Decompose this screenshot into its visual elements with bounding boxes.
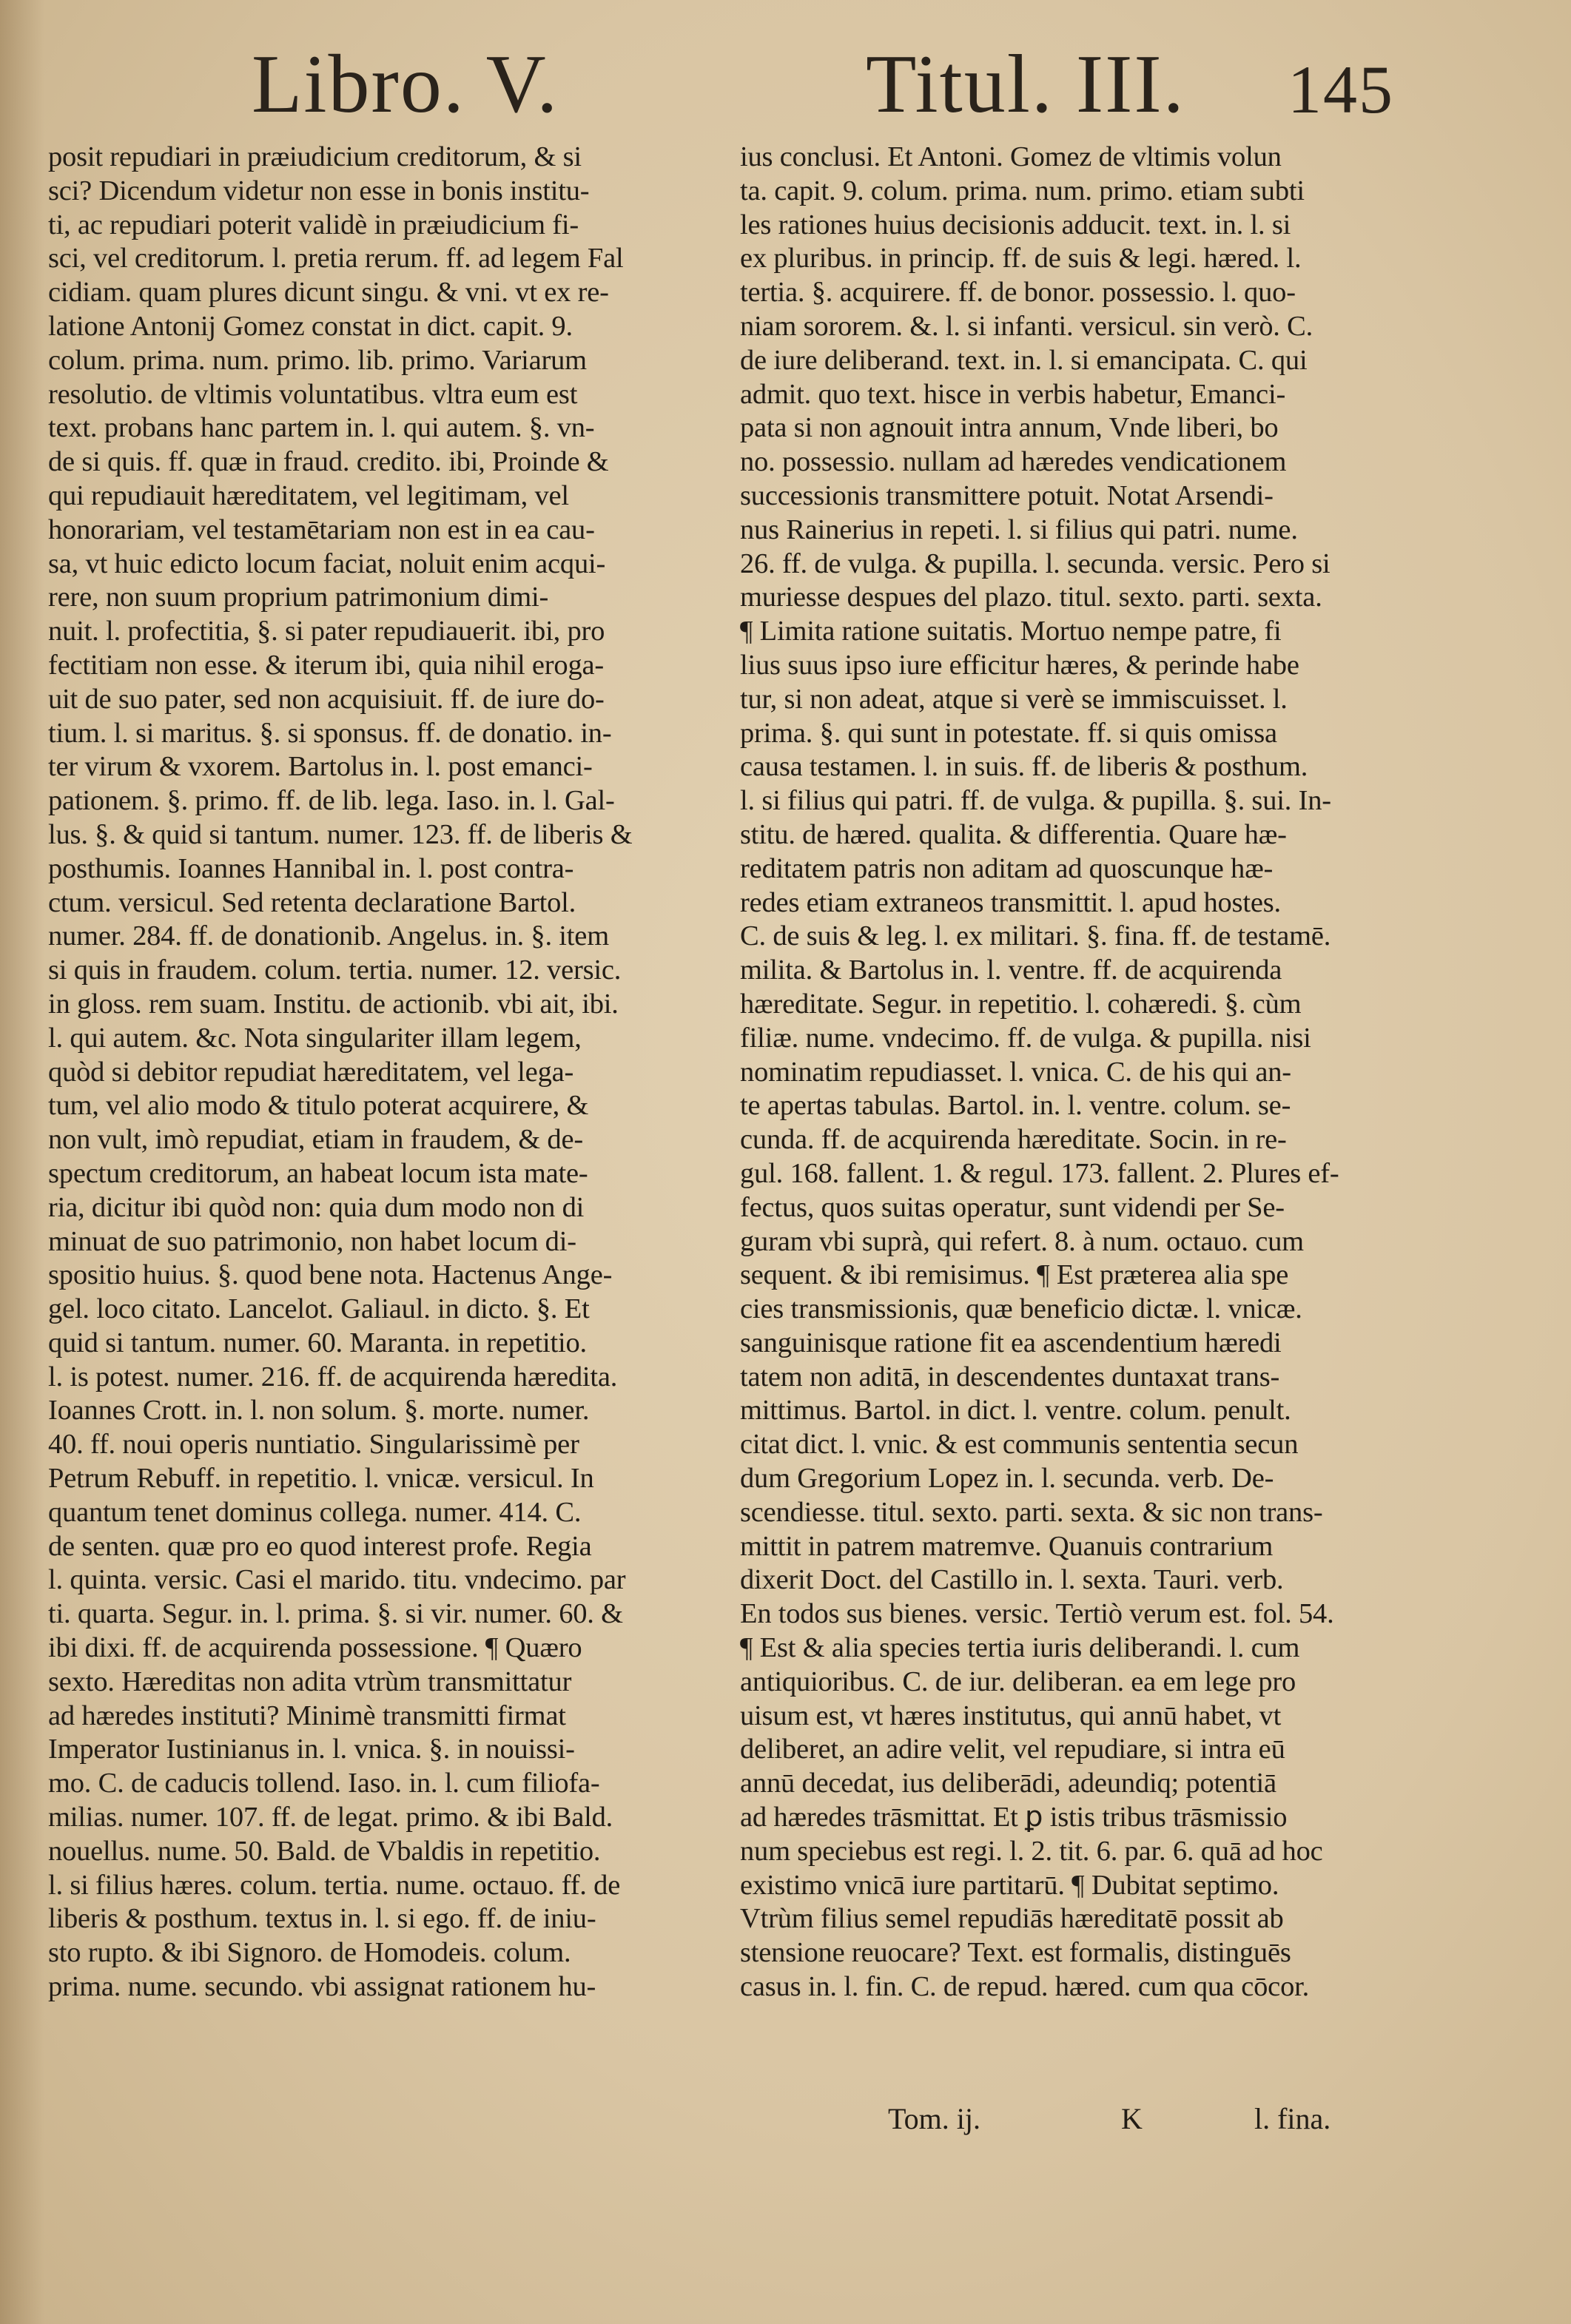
- text-line: cunda. ff. de acquirenda hæreditate. Socin. in re-: [740, 1124, 1287, 1156]
- text-line: minuat de suo patrimonio, non habet locum di-: [48, 1225, 576, 1257]
- text-line: casus in. l. fin. C. de repud. hæred. cum qua cōcor.: [740, 1971, 1310, 2003]
- text-line: tium. l. si maritus. §. si sponsus. ff. de donatio. in-: [48, 717, 612, 749]
- text-line: ad hæredes trāsmittat. Et ꝑ istis tribus trāsmissio: [740, 1802, 1288, 1833]
- text-line: muriesse despues del plazo. titul. sexto. parti. sexta.: [740, 582, 1322, 613]
- text-line: En todos sus bienes. versic. Tertiò verum est. fol. 54.: [740, 1598, 1334, 1630]
- text-line: deliberet, an adire velit, vel repudiare, si intra eū: [740, 1734, 1285, 1765]
- running-head-title: Titul. III.: [866, 38, 1185, 130]
- text-line: ex pluribus. in princip. ff. de suis & legi. hæred. l.: [740, 243, 1302, 274]
- right-text-column: [740, 141, 1421, 2004]
- text-line: non vult, imò repudiat, etiam in fraudem, & de-: [48, 1124, 583, 1156]
- text-line: in gloss. rem suam. Institu. de actionib. vbi ait, ibi.: [48, 988, 619, 1020]
- catchword: l. fina.: [1254, 2102, 1331, 2135]
- text-line: sa, vt huic edicto locum faciat, noluit enim acqui-: [48, 548, 606, 579]
- text-line: cidiam. quam plures dicunt singu. & vni. vt ex re-: [48, 277, 609, 309]
- text-line: de senten. quæ pro eo quod interest profe. Regia: [48, 1530, 592, 1562]
- text-line: pationem. §. primo. ff. de lib. lega. Iaso. in. l. Gal-: [48, 785, 615, 817]
- text-line: mittit in patrem matremve. Quanuis contrarium: [740, 1530, 1274, 1562]
- text-line: l. is potest. numer. 216. ff. de acquirenda hæredita.: [48, 1361, 618, 1392]
- text-line: guram vbi suprà, qui refert. 8. à num. octauo. cum: [740, 1225, 1304, 1257]
- text-line: dixerit Doct. del Castillo in. l. sexta. Tauri. verb.: [740, 1564, 1284, 1596]
- running-head: [252, 37, 1394, 133]
- text-line: ¶ Est & alia species tertia iuris deliberandi. l. cum: [740, 1632, 1300, 1664]
- text-line: ti. quarta. Segur. in. l. prima. §. si vir. numer. 60. &: [48, 1598, 623, 1630]
- text-line: causa testamen. l. in suis. ff. de liberis & posthum.: [740, 751, 1308, 783]
- text-line: antiquioribus. C. de iur. deliberan. ea em lege pro: [740, 1665, 1296, 1697]
- text-line: ctum. versicul. Sed retenta declaratione Bartol.: [48, 886, 576, 918]
- text-line: tum, vel alio modo & titulo poterat acquirere, &: [48, 1090, 589, 1122]
- text-line: de iure deliberand. text. in. l. si emancipata. C. qui: [740, 344, 1308, 376]
- text-line: ria, dicitur ibi quòd non: quia dum modo non di: [48, 1191, 585, 1223]
- text-line: milias. numer. 107. ff. de legat. primo. & ibi Bald.: [48, 1802, 613, 1833]
- signature-mark: K: [1121, 2102, 1143, 2135]
- text-line: ti, ac repudiari poterit validè in præiudicium fi-: [48, 209, 579, 240]
- text-line: l. si filius qui patri. ff. de vulga. & pupilla. §. sui. In-: [740, 785, 1331, 817]
- text-line: Vtrùm filius semel repudiās hæreditatē possit ab: [740, 1903, 1284, 1935]
- text-line: spositio huius. §. quod bene nota. Hactenus Ange-: [48, 1259, 613, 1291]
- text-line: prima. §. qui sunt in potestate. ff. si quis omissa: [740, 717, 1277, 749]
- text-line: dum Gregorium Lopez in. l. secunda. verb. De-: [740, 1463, 1274, 1495]
- left-text-column: [48, 141, 729, 2004]
- text-line: gel. loco citato. Lancelot. Galiaul. in dicto. §. Et: [48, 1293, 590, 1325]
- text-line: pata si non agnouit intra annum, Vnde liberi, bo: [740, 412, 1279, 444]
- text-line: de si quis. ff. quæ in fraud. credito. ibi, Proinde &: [48, 446, 609, 478]
- text-line: text. probans hanc partem in. l. qui autem. §. vn-: [48, 412, 595, 444]
- text-line: lius suus ipso iure efficitur hæres, & perinde habe: [740, 649, 1299, 681]
- text-line: numer. 284. ff. de donationib. Angelus. in. §. item: [48, 920, 609, 952]
- text-line: citat dict. l. vnic. & est communis sententia secun: [740, 1429, 1299, 1461]
- text-line: les rationes huius decisionis adducit. text. in. l. si: [740, 209, 1291, 240]
- running-head-book: Libro. V.: [252, 38, 559, 130]
- text-line: rere, non suum proprium patrimonium dimi-: [48, 582, 549, 613]
- text-line: resolutio. de vltimis voluntatibus. vltra eum est: [48, 378, 578, 410]
- text-line: tertia. §. acquirere. ff. de bonor. possessio. l. quo-: [740, 277, 1296, 309]
- text-line: quòd si debitor repudiat hæreditatem, vel lega-: [48, 1056, 574, 1088]
- text-line: sequent. & ibi remisimus. ¶ Est præterea alia spe: [740, 1259, 1289, 1291]
- folio-number: 145: [1288, 52, 1394, 127]
- text-line: redes etiam extraneos transmittit. l. apud hostes.: [740, 886, 1281, 918]
- text-line: admit. quo text. hisce in verbis habetur, Emanci-: [740, 378, 1286, 410]
- text-line: hæreditate. Segur. in repetitio. l. cohæredi. §. cùm: [740, 988, 1302, 1020]
- text-line: ius conclusi. Et Antoni. Gomez de vltimis volun: [740, 141, 1282, 172]
- text-line: fectitiam non esse. & iterum ibi, quia nihil eroga-: [48, 649, 605, 681]
- text-line: tatem non aditā, in descendentes duntaxat trans-: [740, 1361, 1280, 1392]
- text-line: fectus, quos suitas operatur, sunt videndi per Se-: [740, 1191, 1285, 1223]
- text-line: quantum tenet dominus collega. numer. 414. C.: [48, 1496, 582, 1528]
- volume-mark: Tom. ij.: [888, 2102, 980, 2135]
- text-line: nuit. l. profectitia, §. si pater repudiauerit. ibi, pro: [48, 616, 605, 647]
- text-line: milita. & Bartolus in. l. ventre. ff. de acquirenda: [740, 954, 1282, 986]
- text-line: nus Rainerius in repeti. l. si filius qui patri. nume.: [740, 513, 1298, 545]
- text-line: annū decedat, ius deliberādi, adeundiq; potentiā: [740, 1768, 1276, 1799]
- text-line: liberis & posthum. textus in. l. si ego. ff. de iniu-: [48, 1903, 596, 1935]
- text-line: ¶ Limita ratione suitatis. Mortuo nempe patre, fi: [740, 616, 1282, 647]
- text-line: latione Antonij Gomez constat in dict. capit. 9.: [48, 310, 573, 342]
- text-line: successionis transmittere potuit. Notat Arsendi-: [740, 479, 1274, 511]
- text-line: ter virum & vxorem. Bartolus in. l. post emanci-: [48, 751, 593, 783]
- text-line: Petrum Rebuff. in repetitio. l. vnicæ. versicul. In: [48, 1463, 594, 1495]
- text-line: C. de suis & leg. l. ex militari. §. fina. ff. de testamē.: [740, 920, 1331, 952]
- text-line: prima. nume. secundo. vbi assignat rationem hu-: [48, 1971, 596, 2003]
- text-line: ibi dixi. ff. de acquirenda possessione. ¶ Quæro: [48, 1632, 582, 1664]
- text-line: niam sororem. &. l. si infanti. versicul. sin verò. C.: [740, 310, 1313, 342]
- text-line: si quis in fraudem. colum. tertia. numer. 12. versic.: [48, 954, 622, 986]
- text-line: posthumis. Ioannes Hannibal in. l. post contra-: [48, 852, 574, 884]
- text-line: mittimus. Bartol. in dict. l. ventre. colum. penult.: [740, 1395, 1291, 1427]
- text-line: stitu. de hæred. qualita. & differentia. Quare hæ-: [740, 818, 1287, 850]
- text-line: no. possessio. nullam ad hæredes vendicationem: [740, 446, 1287, 478]
- text-line: sci, vel creditorum. l. pretia rerum. ff. ad legem Fal: [48, 243, 624, 274]
- text-line: qui repudiauit hæreditatem, vel legitimam, vel: [48, 479, 569, 511]
- text-line: l. si filius hæres. colum. tertia. nume. octauo. ff. de: [48, 1869, 621, 1901]
- text-line: uisum est, vt hæres institutus, qui annū habet, vt: [740, 1700, 1282, 1731]
- text-line: honorariam, vel testamētariam non est in ea cau-: [48, 513, 595, 545]
- binding-shadow: [0, 0, 44, 2324]
- text-line: scendiesse. titul. sexto. parti. sexta. & sic non trans-: [740, 1496, 1323, 1528]
- text-line: sci? Dicendum videtur non esse in bonis institu-: [48, 175, 590, 206]
- text-line: ad hæredes instituti? Minimè transmitti firmat: [48, 1700, 566, 1731]
- text-line: sexto. Hæreditas non adita vtrùm transmittatur: [48, 1665, 572, 1697]
- text-line: nominatim repudiasset. l. vnica. C. de his qui an-: [740, 1056, 1291, 1088]
- text-line: l. quinta. versic. Casi el marido. titu. vndecimo. par: [48, 1564, 626, 1596]
- text-line: l. qui autem. &c. Nota singulariter illam legem,: [48, 1022, 582, 1054]
- text-line: spectum creditorum, an habeat locum ista mate-: [48, 1157, 588, 1189]
- text-line: 26. ff. de vulga. & pupilla. l. secunda. versic. Pero si: [740, 548, 1331, 579]
- text-line: reditatem patris non aditam ad quoscunque hæ-: [740, 852, 1274, 884]
- text-line: num speciebus est regi. l. 2. tit. 6. par. 6. quā ad hoc: [740, 1835, 1323, 1867]
- text-line: existimo vnicā iure partitarū. ¶ Dubitat septimo.: [740, 1869, 1279, 1901]
- text-line: gul. 168. fallent. 1. & regul. 173. fallent. 2. Plures ef-: [740, 1157, 1339, 1189]
- text-line: uit de suo pater, sed non acquisiuit. ff. de iure do-: [48, 683, 605, 715]
- text-line: Ioannes Crott. in. l. non solum. §. morte. numer.: [48, 1395, 590, 1427]
- text-line: 40. ff. noui operis nuntiatio. Singularissimè per: [48, 1429, 579, 1461]
- text-line: nouellus. nume. 50. Bald. de Vbaldis in repetitio.: [48, 1835, 601, 1867]
- text-line: cies transmissionis, quæ beneficio dictæ. l. vnicæ.: [740, 1293, 1302, 1325]
- text-line: Imperator Iustinianus in. l. vnica. §. in nouissi-: [48, 1734, 575, 1765]
- text-line: lus. §. & quid si tantum. numer. 123. ff. de liberis &: [48, 818, 633, 850]
- text-line: ta. capit. 9. colum. prima. num. primo. etiam subti: [740, 175, 1305, 206]
- text-line: quid si tantum. numer. 60. Maranta. in repetitio.: [48, 1327, 587, 1358]
- text-line: posit repudiari in præiudicium creditorum, & si: [48, 141, 582, 172]
- text-line: colum. prima. num. primo. lib. primo. Variarum: [48, 344, 587, 376]
- text-line: mo. C. de caducis tollend. Iaso. in. l. cum filiofa-: [48, 1768, 600, 1799]
- text-line: stensione reuocare? Text. est formalis, distinguēs: [740, 1937, 1291, 1969]
- text-line: sto rupto. & ibi Signoro. de Homodeis. colum.: [48, 1937, 571, 1969]
- text-line: sanguinisque ratione fit ea ascendentium hæredi: [740, 1327, 1282, 1358]
- text-line: tur, si non adeat, atque si verè se immiscuisset. l.: [740, 683, 1288, 715]
- text-line: te apertas tabulas. Bartol. in. l. ventre. colum. se-: [740, 1090, 1291, 1122]
- text-line: filiæ. nume. vndecimo. ff. de vulga. & pupilla. nisi: [740, 1022, 1311, 1054]
